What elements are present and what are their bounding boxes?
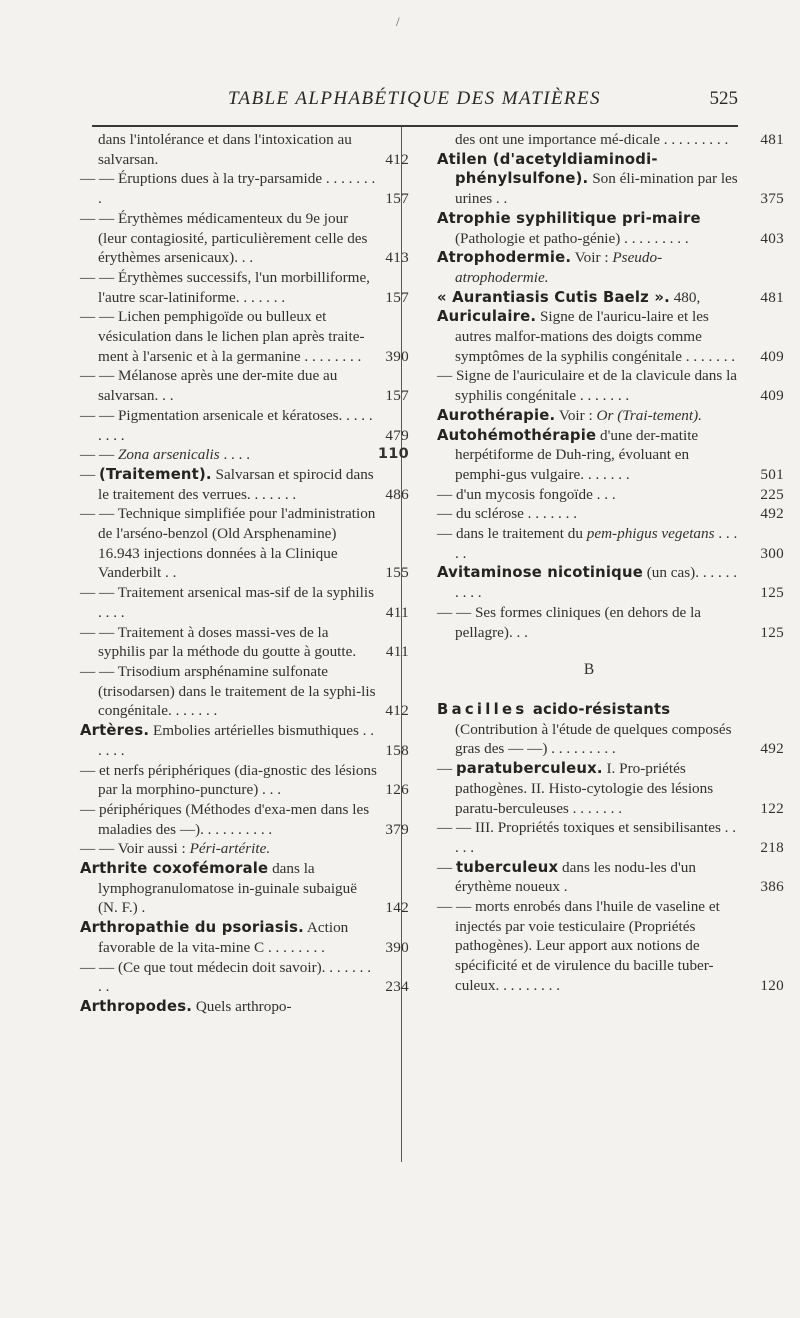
index-entry (80, 465, 409, 504)
index-entry (437, 366, 784, 405)
index-entry (80, 130, 409, 169)
page-reference: 158 (385, 741, 409, 759)
index-entry (80, 169, 409, 208)
entry-text: — — III. Propriétés toxiques et sensibilisantes . . . . . (437, 819, 737, 856)
entry-text: — — Voir aussi : Péri-artérite. (80, 840, 271, 858)
stray-mark: / (396, 14, 400, 29)
index-entry (437, 563, 784, 602)
entry-text: des ont une importance mé-dicale . . . . . . . . . (455, 131, 729, 148)
index-entry (80, 268, 409, 307)
index-entry (437, 406, 741, 426)
page-reference: 110 (377, 446, 409, 463)
page-reference: 413 (385, 249, 409, 267)
entry-text: — tuberculeux dans les nodu-les d'un érythème noueux . (437, 858, 696, 896)
page-reference: 157 (385, 288, 409, 306)
index-entry (437, 858, 784, 897)
entry-text: — — Éruptions dues à la try-parsamide . . . . . . . . (80, 170, 376, 208)
page-reference: 501 (760, 465, 784, 483)
entry-text: — — Pigmentation arsenicale et kératoses. . . . . . . . . (80, 406, 373, 444)
running-title: TABLE ALPHABÉTIQUE DES MATIÈRES (228, 88, 601, 109)
index-entry (437, 759, 784, 818)
page-reference: 479 (385, 426, 409, 444)
entry-text: « Aurantiasis Cutis Baelz ». 480, (437, 288, 701, 306)
index-entry (80, 445, 409, 465)
running-header (80, 88, 740, 118)
index-entry (437, 504, 784, 524)
page-reference: 234 (385, 978, 409, 996)
page-reference: 492 (760, 740, 784, 758)
page-reference: 155 (385, 564, 409, 582)
page-reference: 142 (385, 899, 409, 917)
entry-text: Arthropodes. Quels arthropo- (80, 997, 292, 1015)
entry-text: — — Lichen pemphigoïde ou bulleux et vésiculation dans le lichen plan après traite-ment à l'arsenic et à la germanine . . . . . . . . (80, 308, 365, 365)
page-reference: 412 (385, 150, 409, 168)
entry-text: — (Traitement). Salvarsan et spirocid dans le traitement des verrues. . . . . . . (80, 465, 374, 503)
index-entry (80, 958, 409, 997)
entry-text: dans l'intolérance et dans l'intoxication au salvarsan. (98, 131, 352, 168)
entry-text: Bacilles acido-résistants (Contribution à l'étude de quelques composés gras des — —) . . . . . . . . . (437, 700, 732, 758)
section-letter: B (583, 661, 595, 679)
index-entry (80, 997, 377, 1017)
index-entry (437, 426, 784, 485)
page-reference: 411 (385, 643, 409, 661)
entry-text: — du sclérose . . . . . . . (437, 505, 578, 523)
index-entry (437, 288, 784, 308)
page-reference: 379 (385, 820, 409, 838)
index-entry (80, 859, 409, 918)
entry-text: — Signe de l'auriculaire et de la clavicule dans la syphilis congénitale . . . . . . . (437, 367, 738, 405)
page-reference: 375 (760, 190, 784, 208)
page-reference: 409 (760, 347, 784, 365)
index-entry (437, 818, 784, 857)
page-reference: 126 (385, 781, 409, 799)
entry-text: Atrophie syphilitique pri-maire (Pathologie et patho-génie) . . . . . . . . . (437, 209, 701, 247)
page-reference: 120 (760, 976, 784, 994)
page-reference: 403 (760, 229, 784, 247)
index-entry (437, 130, 784, 150)
entry-text: Atrophodermie. Voir : Pseudo-atrophodermie. (437, 249, 663, 286)
entry-text: Atilen (d'acetyldiaminodi-phénylsulfone). Son éli-mination par les urines . . (437, 150, 738, 208)
page-reference: 157 (385, 190, 409, 208)
index-entry (437, 485, 784, 505)
entry-text: — — Ses formes cliniques (en dehors de la pellagre). . . (437, 603, 702, 641)
index-entry (80, 761, 409, 800)
header-rule (92, 125, 738, 127)
index-entry (437, 248, 741, 287)
entry-text: — — Zona arsenicalis . . . . (80, 446, 251, 464)
index-entry (80, 307, 409, 366)
entry-text: — d'un mycosis fongoïde . . . (437, 485, 616, 503)
entry-text: — — Érythèmes médicamenteux du 9e jour (leur contagiosité, particulièrement celle des érythèmes arsenicaux). . . (80, 209, 368, 267)
entry-text: Artères. Embolies artérielles bismuthiques . . . . . . (80, 722, 375, 759)
index-entry (437, 897, 784, 996)
page-reference: 386 (760, 878, 784, 896)
page-reference: 225 (760, 485, 784, 503)
entry-text: — — (Ce que tout médecin doit savoir). . . . . . . . . (80, 958, 372, 996)
page-reference: 481 (760, 288, 784, 306)
entry-text: — — Traitement à doses massi-ves de la syphilis par la méthode du goutte à goutte. (80, 623, 357, 661)
page-reference: 218 (760, 838, 784, 856)
index-entry (437, 150, 784, 209)
entry-text: Autohémothérapie d'une der-matite herpétiforme de Duh-ring, évoluant en pemphi-gus vulgaire. . . . . . . (437, 426, 699, 483)
entry-text: — — morts enrobés dans l'huile de vaseline et injectés par voie testiculaire (Propriétés pathogènes). Leur apport aux notions de spécificité et de virulence du bacille tuber-culeux. . . . . . . . . (437, 898, 720, 994)
index-entry (80, 366, 409, 405)
index-entry (80, 721, 409, 760)
page-reference: 409 (760, 387, 784, 405)
page-reference: 125 (760, 584, 784, 602)
page-number: 525 (709, 88, 738, 109)
index-entry (437, 603, 784, 642)
index-entry (80, 662, 409, 721)
page-reference: 486 (385, 485, 409, 503)
index-entry (80, 406, 409, 445)
entry-text: Arthrite coxofémorale dans la lymphogranulomatose in-guinale subaiguë (N. F.) . (80, 860, 357, 917)
entry-text: Arthropathie du psoriasis. Action favorable de la vita-mine C . . . . . . . . (80, 919, 349, 956)
entry-text: — — Trisodium arsphénamine sulfonate (trisodarsen) dans le traitement de la syphi-lis congénitale. . . . . . . (80, 662, 376, 720)
index-entry (80, 839, 377, 859)
page-reference: 412 (385, 702, 409, 720)
entry-text: — dans le traitement du pem-phigus vegetans . . . . . (437, 525, 738, 562)
page-reference: 300 (760, 544, 784, 562)
index-entry (80, 623, 409, 662)
entry-text: — paratuberculeux. I. Pro-priétés pathogènes. II. Histo-cytologie des lésions paratu-berculeuses . . . . . . . (437, 760, 714, 817)
index-entry (80, 800, 409, 839)
index-entry (437, 700, 784, 759)
entry-text: Aurothérapie. Voir : Or (Trai-tement). (437, 406, 702, 424)
index-entry (80, 918, 409, 957)
entry-text: Avitaminose nicotinique (un cas). . . . . . . . . . (437, 564, 738, 602)
entry-text: — — Mélanose après une der-mite due au salvarsan. . . (80, 367, 338, 405)
page-reference: 390 (385, 938, 409, 956)
index-entry (80, 504, 409, 583)
index-entry (437, 209, 784, 248)
right-column (437, 130, 784, 996)
entry-text: — — Traitement arsenical mas-sif de la syphilis . . . . (80, 584, 374, 621)
page-reference: 122 (760, 799, 784, 817)
page-reference: 492 (760, 505, 784, 523)
page-reference: 390 (385, 347, 409, 365)
page-reference: 125 (760, 623, 784, 641)
page-reference: 411 (385, 603, 409, 621)
index-entry (437, 524, 784, 563)
entry-text: — — Érythèmes successifs, l'un morbilliforme, l'autre scar-latiniforme. . . . . . . (80, 268, 370, 306)
entry-text: — — Technique simplifiée pour l'administration de l'arséno-benzol (Old Arsphenamine) 16.943 injections données à la Clinique Vanderbilt . . (80, 505, 376, 582)
index-entry (437, 307, 784, 366)
page-reference: 481 (760, 131, 784, 148)
left-column (80, 130, 409, 1017)
entry-text: — et nerfs périphériques (dia-gnostic des lésions par la morphino-puncture) . . . (80, 761, 377, 799)
entry-text: — périphériques (Méthodes d'exa-men dans les maladies des —). . . . . . . . . . (80, 800, 370, 838)
page-reference: 157 (385, 387, 409, 405)
entry-text: Auriculaire. Signe de l'auricu-laire et les autres malfor-mations des doigts comme symptômes de la syphilis congénitale . . . . . . . (437, 308, 736, 365)
index-entry (80, 583, 409, 622)
index-entry (80, 209, 409, 268)
